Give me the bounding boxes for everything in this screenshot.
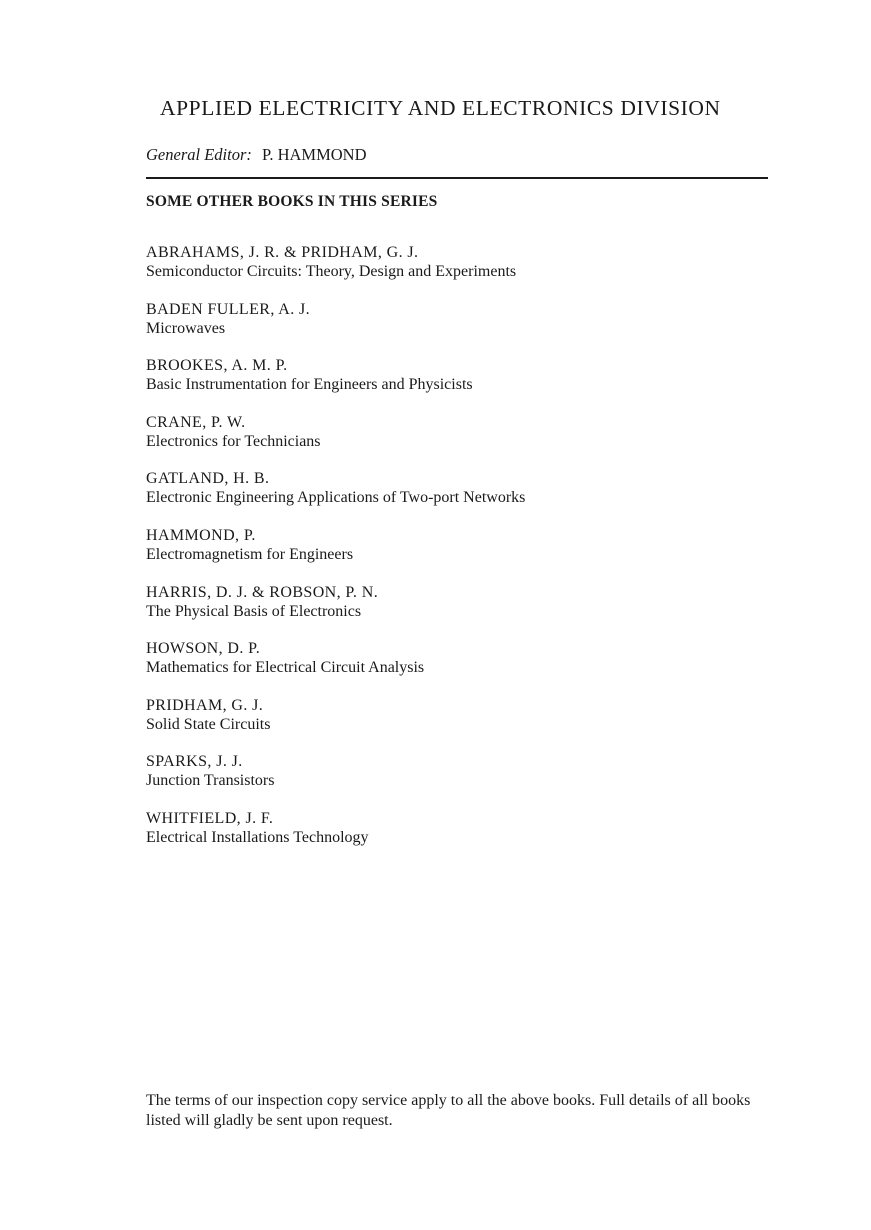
book-author: BADEN FULLER, A. J. <box>146 300 311 318</box>
book-title: Electromagnetism for Engineers <box>146 545 354 563</box>
book-entry <box>146 243 525 300</box>
book-author: PRIDHAM, G. J. <box>146 696 264 714</box>
book-author: ABRAHAMS, J. R. & PRIDHAM, G. J. <box>146 244 419 261</box>
book-author: WHITFIELD, J. F. <box>146 809 274 827</box>
book-entry <box>146 300 525 357</box>
book-entry <box>146 526 525 583</box>
book-author: SPARKS, J. J. <box>146 753 243 771</box>
inspection-copy-note: The terms of our inspection copy service apply to all the above books. Full details of all books listed will gladly be sent upon request. <box>146 1092 751 1129</box>
book-title: Electronic Engineering Applications of Two-port Networks <box>146 489 526 507</box>
book-author: GATLAND, H. B. <box>146 470 270 488</box>
editor-name: P. HAMMOND <box>261 145 367 164</box>
header-divider <box>146 177 768 179</box>
book-entry <box>146 752 525 809</box>
book-author: BROOKES, A. M. P. <box>146 357 288 375</box>
book-title: Semiconductor Circuits: Theory, Design and Experiments <box>146 263 517 280</box>
book-entry <box>146 696 525 753</box>
general-editor-line <box>146 145 367 165</box>
book-author: HAMMOND, P. <box>146 526 256 544</box>
book-entry <box>146 583 525 640</box>
division-title: APPLIED ELECTRICITY AND ELECTRONICS DIVISION <box>160 96 721 120</box>
book-title: Solid State Circuits <box>146 715 271 733</box>
book-author: CRANE, P. W. <box>146 413 246 431</box>
book-entry <box>146 356 525 413</box>
book-title: Microwaves <box>146 319 226 337</box>
series-heading: SOME OTHER BOOKS IN THIS SERIES <box>146 193 438 210</box>
book-title: The Physical Basis of Electronics <box>146 602 362 620</box>
editor-label: General Editor: <box>146 145 252 164</box>
book-entry <box>146 469 525 526</box>
book-list <box>146 243 525 866</box>
book-entry <box>146 639 525 696</box>
book-title: Junction Transistors <box>146 772 275 790</box>
book-title: Basic Instrumentation for Engineers and Physicists <box>146 376 473 394</box>
book-entry <box>146 413 525 470</box>
book-entry <box>146 809 525 866</box>
book-title: Mathematics for Electrical Circuit Analysis <box>146 659 425 677</box>
book-author: HOWSON, D. P. <box>146 640 261 658</box>
book-title: Electronics for Technicians <box>146 432 321 450</box>
book-author: HARRIS, D. J. & ROBSON, P. N. <box>146 583 379 601</box>
book-title: Electrical Installations Technology <box>146 828 369 846</box>
